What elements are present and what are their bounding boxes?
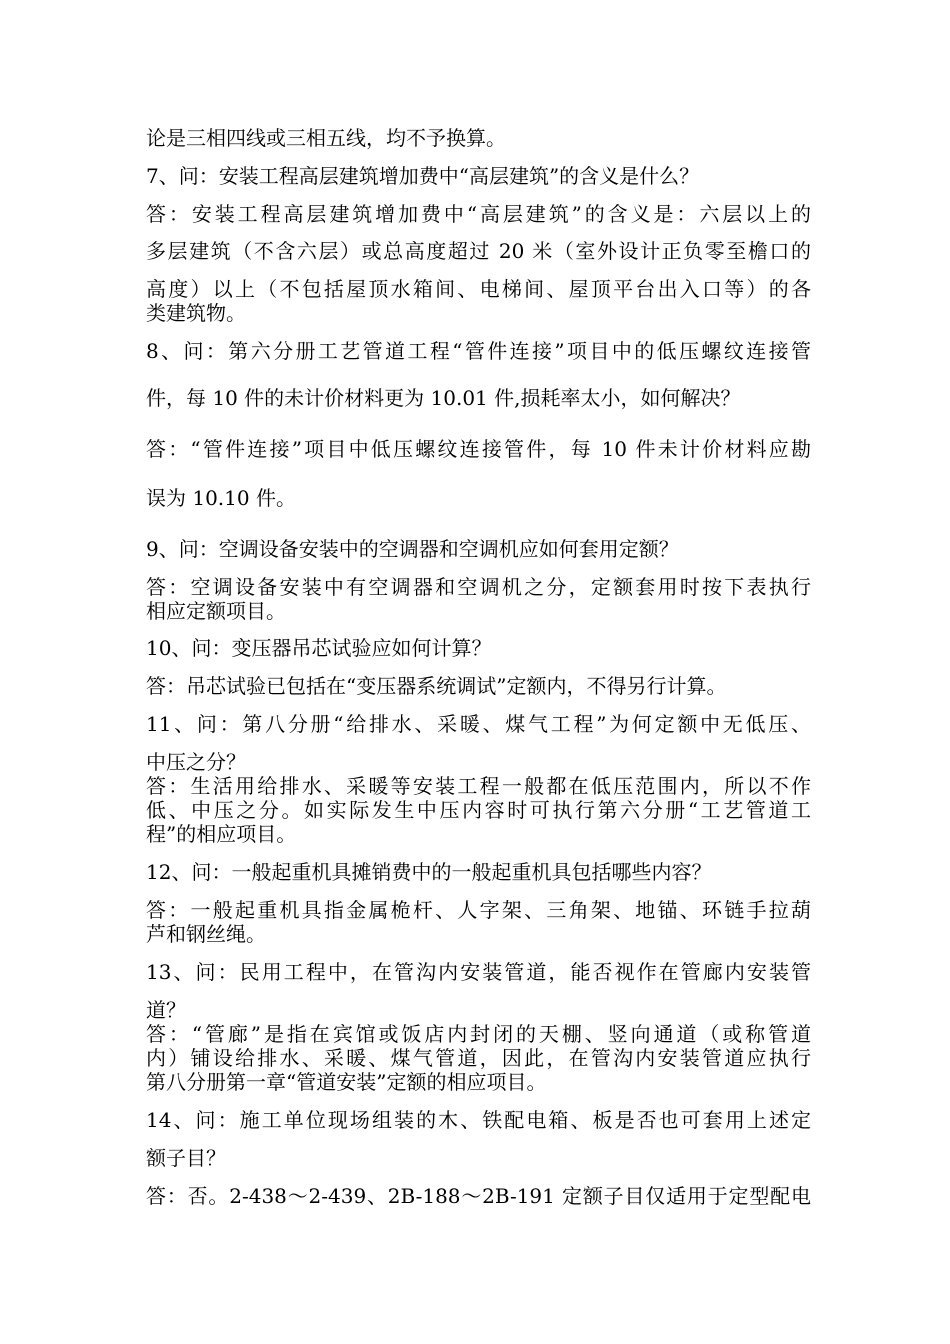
answer-11-line: 程”的相应项目。	[146, 822, 297, 846]
answer-9-line: 答：空调设备安装中有空调器和空调机之分，定额套用时按下表执行	[146, 575, 811, 599]
answer-7-line: 类建筑物。	[146, 301, 246, 325]
answer-11-line: 低、中压之分。如实际发生中压内容时可执行第六分册“工艺管道工	[146, 798, 811, 822]
answer-11-line: 答：生活用给排水、采暖等安装工程一般都在低压范围内，所以不作	[146, 774, 811, 798]
question-13-line: 道？	[146, 998, 186, 1022]
answer-7-line: 答：安装工程高层建筑增加费中“高层建筑”的含义是：六层以上的	[146, 202, 811, 226]
question-14-line: 额子目？	[146, 1146, 226, 1170]
question-12: 12、问：一般起重机具摊销费中的一般起重机具包括哪些内容？	[146, 860, 712, 884]
answer-13-line: 第八分册第一章“管道安装”定额的相应项目。	[146, 1070, 547, 1094]
answer-12-line: 芦和钢丝绳。	[146, 922, 266, 946]
answer-14-line: 答：否。2-438～2-439、2B-188～2B-191 定额子目仅适用于定型配电	[146, 1184, 811, 1208]
text-line: 论是三相四线或三相五线，均不予换算。	[146, 126, 506, 150]
answer-7-line: 多层建筑（不含六层）或总高度超过 20 米（室外设计正负零至檐口的	[146, 239, 811, 263]
question-9: 9、问：空调设备安装中的空调器和空调机应如何套用定额？	[146, 537, 679, 561]
question-14: 14、问：施工单位现场组装的木、铁配电箱、板是否也可套用上述定	[146, 1108, 811, 1132]
question-8: 8、问：第六分册工艺管道工程“管件连接”项目中的低压螺纹连接管	[146, 339, 811, 363]
question-11-line: 中压之分？	[146, 750, 246, 774]
question-10: 10、问：变压器吊芯试验应如何计算？	[146, 636, 492, 660]
answer-13-line: 内）铺设给排水、采暖、煤气管道，因此，在管沟内安装管道应执行	[146, 1046, 811, 1070]
question-7: 7、问：安装工程高层建筑增加费中“高层建筑”的含义是什么？	[146, 164, 700, 188]
answer-12-line: 答：一般起重机具指金属桅杆、人字架、三角架、地锚、环链手拉葫	[146, 898, 811, 922]
answer-8-line: 答：“管件连接”项目中低压螺纹连接管件，每 10 件未计价材料应勘	[146, 437, 811, 461]
question-8-line: 件，每 10 件的未计价材料更为 10.01 件,损耗率太小，如何解决？	[146, 386, 741, 410]
answer-10: 答：吊芯试验已包括在“变压器系统调试”定额内，不得另行计算。	[146, 674, 727, 698]
question-11: 11、问：第八分册“给排水、采暖、煤气工程”为何定额中无低压、	[146, 712, 811, 736]
answer-13-line: 答：“管廊”是指在宾馆或饭店内封闭的天棚、竖向通道（或称管道	[146, 1022, 811, 1046]
answer-9-line: 相应定额项目。	[146, 599, 286, 623]
answer-7-line: 高度）以上（不包括屋顶水箱间、电梯间、屋顶平台出入口等）的各	[146, 277, 811, 301]
question-13: 13、问：民用工程中，在管沟内安装管道，能否视作在管廊内安装管	[146, 960, 811, 984]
answer-8-line: 误为 10.10 件。	[146, 486, 296, 510]
